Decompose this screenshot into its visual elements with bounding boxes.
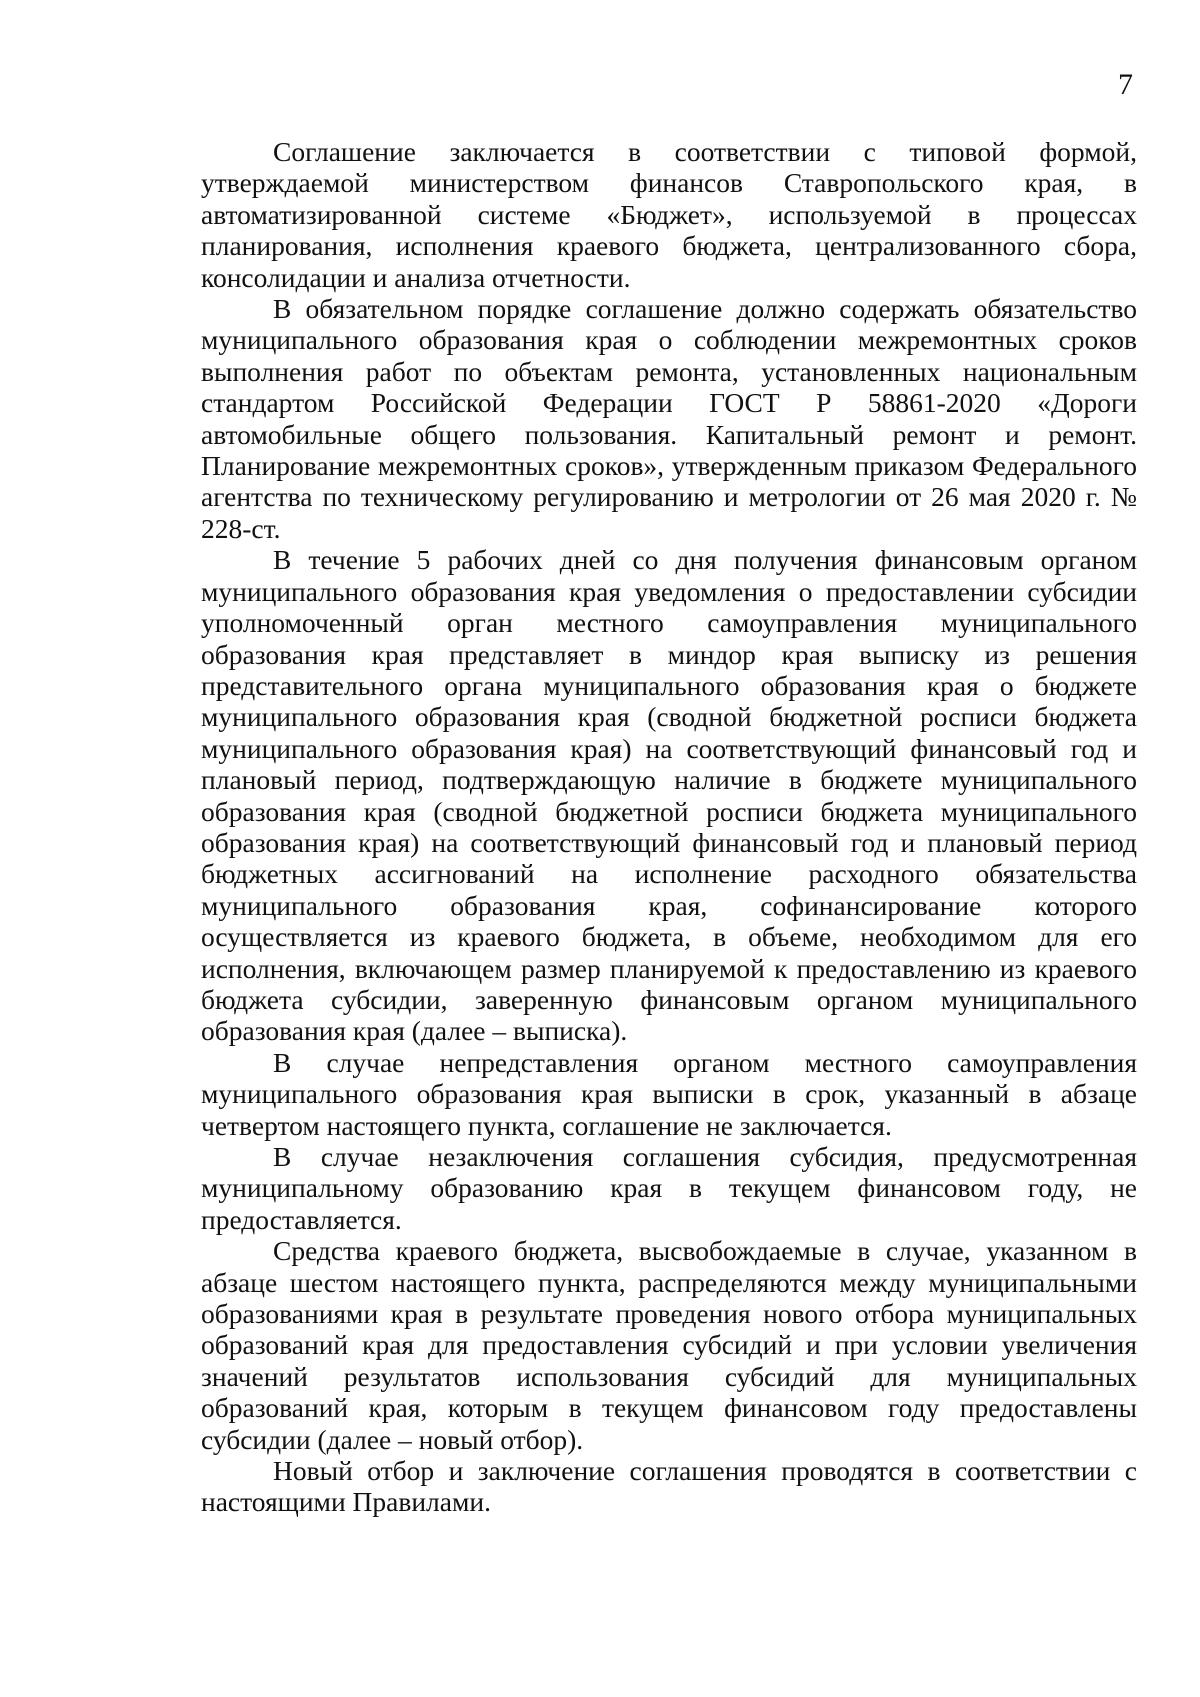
document-body — [201, 136, 1137, 1518]
paragraph: Соглашение заключается в соответствии с типовой формой, утверждаемой министерством финансов Ставропольского края, в автоматизированной системе «Бюджет», используемой в процессах планирования, исполнения краевого бюджета, централизованного сбора, консолидации и анализа отчетности. — [201, 136, 1137, 293]
paragraph: В случае незаключения соглашения субсидия, предусмотренная муниципальному образованию края в текущем финансовом году, не предоставляется. — [201, 1141, 1137, 1235]
paragraph: Средства краевого бюджета, высвобождаемые в случае, указанном в абзаце шестом настоящего пункта, распределяются между муниципальными образованиями края в результате проведения нового отбора муниципальных образований края для предоставления субсидий и при условии увеличения значений результатов использования субсидий для муниципальных образований края, которым в текущем финансовом году предоставлены субсидии (далее – новый отбор). — [201, 1235, 1137, 1455]
page-number: 7 — [1118, 68, 1133, 101]
paragraph: Новый отбор и заключение соглашения проводятся в соответствии с настоящими Правилами. — [201, 1455, 1137, 1518]
paragraph: В течение 5 рабочих дней со дня получения финансовым органом муниципального образования края уведомления о предоставлении субсидии уполномоченный орган местного самоуправления муниципального образования края представляет в миндор края выписку из решения представительного органа муниципального образования края о бюджете муниципального образования края (сводной бюджетной росписи бюджета муниципального образования края) на соответствующий финансовый год и плановый период, подтверждающую наличие в бюджете муниципального образования края (сводной бюджетной росписи бюджета муниципального образования края) на соответствующий финансовый год и плановый период бюджетных ассигнований на исполнение расходного обязательства муниципального образования края, софинансирование которого осуществляется из краевого бюджета, в объеме, необходимом для его исполнения, включающем размер планируемой к предоставлению из краевого бюджета субсидии, заверенную финансовым органом муниципального образования края (далее – выписка). — [201, 544, 1137, 1047]
paragraph: В случае непредставления органом местного самоуправления муниципального образования края выписки в срок, указанный в абзаце четвертом настоящего пункта, соглашение не заключается. — [201, 1046, 1137, 1141]
paragraph: В обязательном порядке соглашение должно содержать обязательство муниципального образования края о соблюдении межремонтных сроков выполнения работ по объектам ремонта, установленных национальным стандартом Российской Федерации ГОСТ Р 58861-2020 «Дороги автомобильные общего пользования. Капитальный ремонт и ремонт. Планирование межремонтных сроков», утвержденным приказом Федерального агентства по техническому регулированию и метрологии от 26 мая 2020 г. № 228-ст. — [201, 293, 1137, 544]
